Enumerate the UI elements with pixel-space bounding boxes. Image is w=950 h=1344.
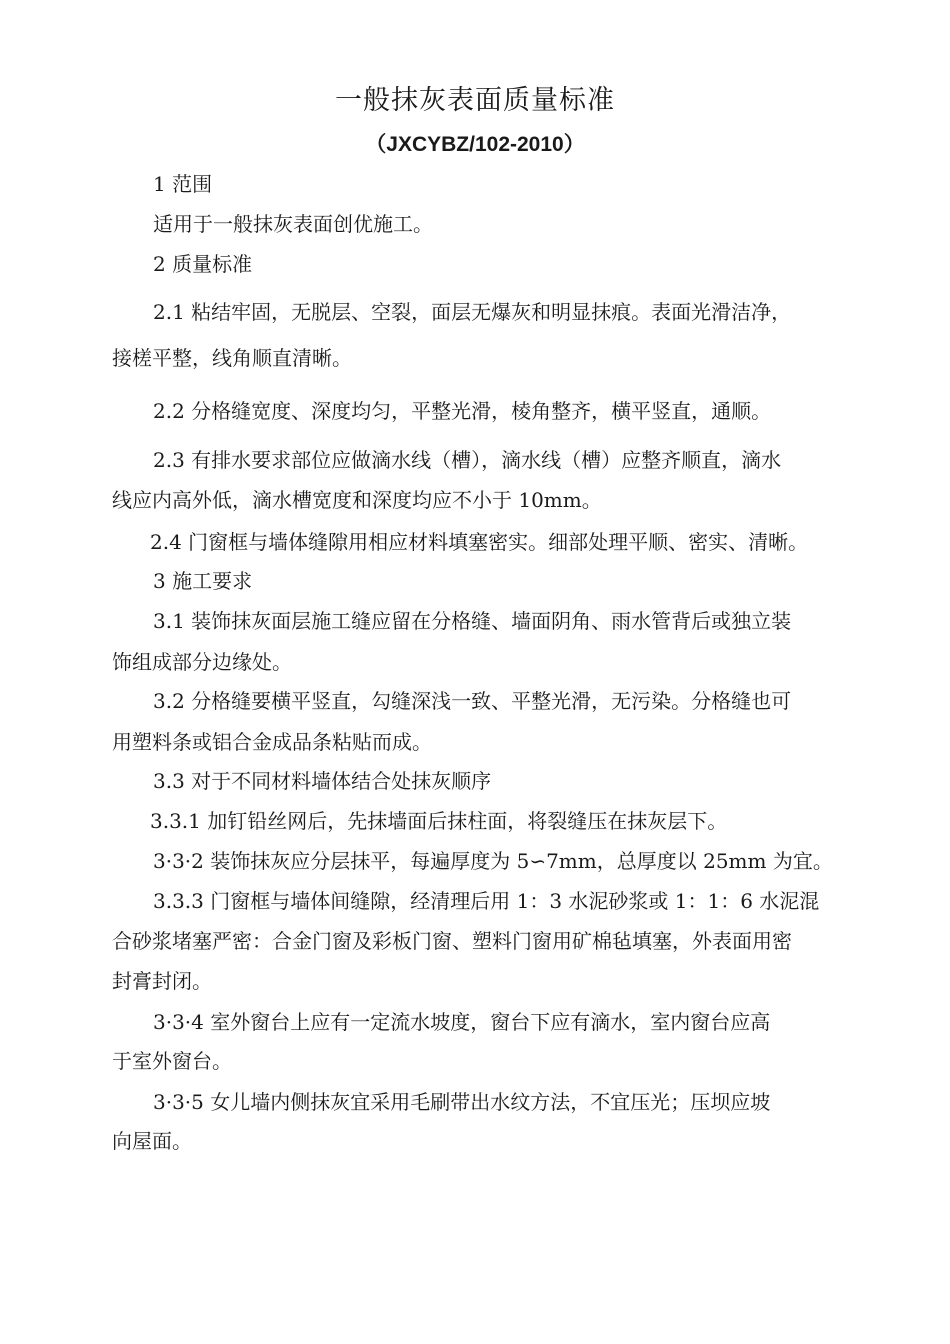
section-2-heading: 2 质量标准 xyxy=(153,252,253,276)
clause-3-3-3-line-1: 3.3.3 门窗框与墙体间缝隙，经清理后用 1：3 水泥砂浆或 1：1：6 水泥混 xyxy=(153,889,820,913)
clause-3-3-1-line-1: 3.3.1 加钉铅丝网后，先抹墙面后抹柱面，将裂缝压在抹灰层下。 xyxy=(150,809,728,833)
clause-3-2-line-2: 用塑料条或铝合金成品条粘贴而成。 xyxy=(112,730,432,754)
clause-3-3-4-line-1: 3·3·4 室外窗台上应有一定流水坡度，窗台下应有滴水，室内窗台应高 xyxy=(153,1010,771,1034)
standard-code: （JXCYBZ/102-2010） xyxy=(365,133,585,156)
clause-3-3-4-line-2: 于室外窗台。 xyxy=(112,1049,232,1073)
clause-3-1-line-1: 3.1 装饰抹灰面层施工缝应留在分格缝、墙面阴角、雨水管背后或独立装 xyxy=(153,609,792,633)
section-1-text: 适用于一般抹灰表面创优施工。 xyxy=(153,212,433,236)
clause-3-3-heading: 3.3 对于不同材料墙体结合处抹灰顺序 xyxy=(153,769,492,793)
clause-3-3-3-line-3: 封膏封闭。 xyxy=(112,969,212,993)
clause-2-4-line-1: 2.4 门窗框与墙体缝隙用相应材料填塞密实。细部处理平顺、密实、清晰。 xyxy=(150,530,809,554)
clause-3-3-2-line-1: 3·3·2 装饰抹灰应分层抹平，每遍厚度为 5∽7mm，总厚度以 25mm 为宜。 xyxy=(153,849,833,873)
clause-2-1-line-2: 接槎平整，线角顺直清晰。 xyxy=(112,346,352,370)
clause-2-3-line-2: 线应内高外低，滴水槽宽度和深度均应不小于 10mm。 xyxy=(112,488,602,512)
clause-3-1-line-2: 饰组成部分边缘处。 xyxy=(112,650,292,674)
section-1-heading: 1 范围 xyxy=(153,172,213,196)
clause-3-3-5-line-2: 向屋面。 xyxy=(112,1129,192,1153)
document-title: 一般抹灰表面质量标准 xyxy=(335,85,615,116)
clause-2-3-line-1: 2.3 有排水要求部位应做滴水线（槽），滴水线（槽）应整齐顺直，滴水 xyxy=(153,448,782,472)
clause-2-1-line-1: 2.1 粘结牢固，无脱层、空裂，面层无爆灰和明显抹痕。表面光滑洁净， xyxy=(153,300,792,324)
clause-3-3-5-line-1: 3·3·5 女儿墙内侧抹灰宜采用毛刷带出水纹方法，不宜压光；压坝应坡 xyxy=(153,1090,771,1114)
clause-2-2-line-1: 2.2 分格缝宽度、深度均匀，平整光滑，棱角整齐，横平竖直，通顺。 xyxy=(153,399,772,423)
clause-3-2-line-1: 3.2 分格缝要横平竖直，勾缝深浅一致、平整光滑，无污染。分格缝也可 xyxy=(153,689,792,713)
clause-3-3-3-line-2: 合砂浆堵塞严密：合金门窗及彩板门窗、塑料门窗用矿棉毡填塞，外表面用密 xyxy=(112,929,792,953)
section-3-heading: 3 施工要求 xyxy=(153,569,253,593)
